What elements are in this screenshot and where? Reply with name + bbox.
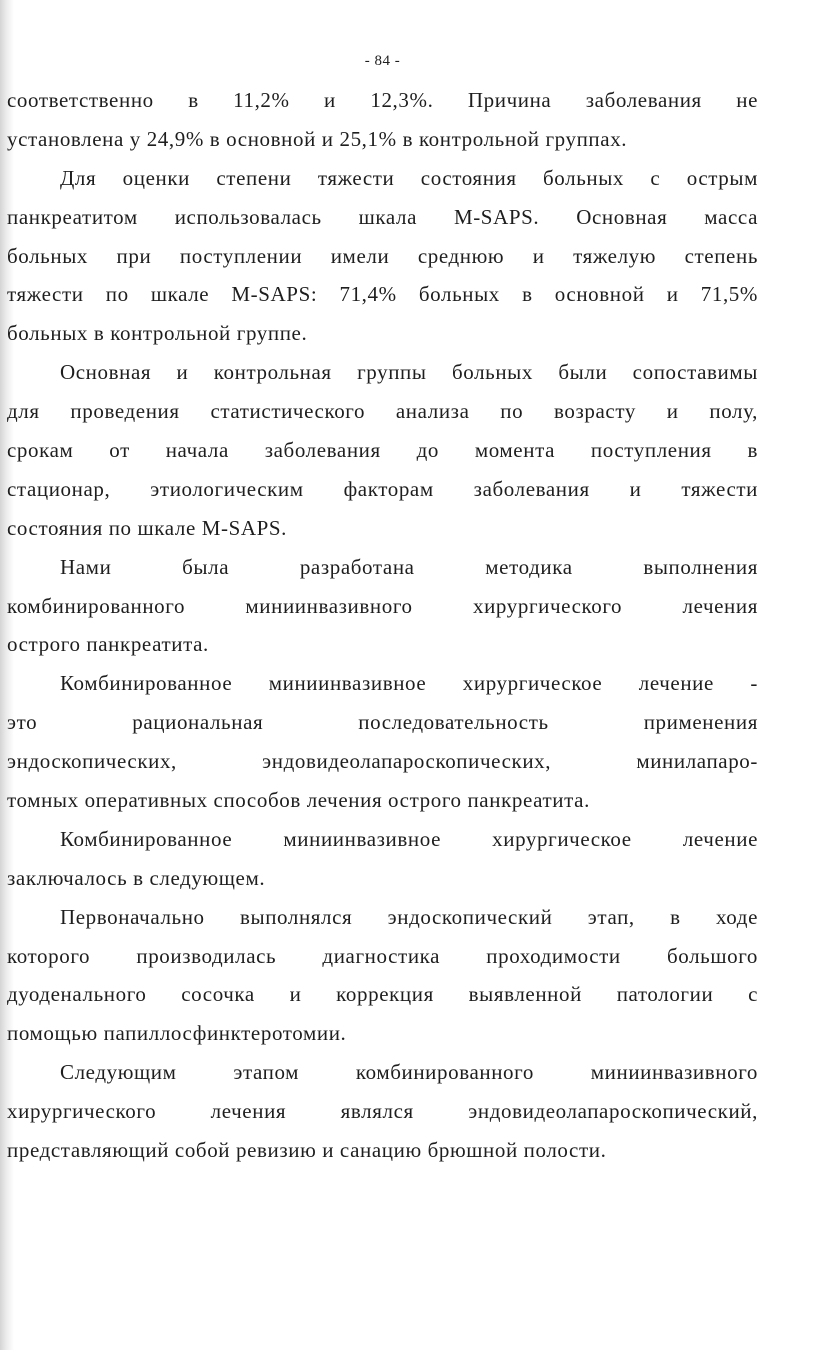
text-line: хирургического лечения являлся эндовидеолапароскопический, xyxy=(7,1099,758,1124)
text-line: Нами была разработана методика выполнения xyxy=(60,554,758,579)
text-line: это рациональная последовательность применения xyxy=(7,710,758,735)
text-line: дуоденального сосочка и коррекция выявленной патологии с xyxy=(7,982,758,1007)
text-line: заключалось в следующем. xyxy=(7,865,266,890)
text-line: Основная и контрольная группы больных были сопоставимы xyxy=(60,360,758,385)
text-line: томных оперативных способов лечения острого панкреатита. xyxy=(7,788,590,813)
text-line: представляющий собой ревизию и санацию брюшной полости. xyxy=(7,1138,607,1163)
text-line: Первоначально выполнялся эндоскопический этап, в ходе xyxy=(60,904,758,929)
text-line: Комбинированное миниинвазивное хирургическое лечение xyxy=(60,826,758,851)
text-line: Следующим этапом комбинированного миниинвазивного xyxy=(60,1060,758,1085)
text-line: больных в контрольной группе. xyxy=(7,321,308,346)
text-line: больных при поступлении имели среднюю и тяжелую степень xyxy=(7,243,758,268)
page-number: - 84 - xyxy=(364,53,401,69)
text-line: состояния по шкале M-SAPS. xyxy=(7,515,288,540)
text-line: которого производилась диагностика проходимости большого xyxy=(7,943,758,968)
text-line: установлена у 24,9% в основной и 25,1% в контрольной группах. xyxy=(7,126,628,151)
body-text xyxy=(7,81,758,1170)
text-line: комбинированного миниинвазивного хирургического лечения xyxy=(7,593,758,618)
text-line: помощью папиллосфинктеротомии. xyxy=(7,1021,347,1046)
text-line: эндоскопических, эндовидеолапароскопических, минилапаро- xyxy=(7,749,758,774)
text-line: соответственно в 11,2% и 12,3%. Причина заболевания не xyxy=(7,88,758,112)
text-line: Комбинированное миниинвазивное хирургическое лечение - xyxy=(60,671,758,696)
text-line: острого панкреатита. xyxy=(7,632,209,657)
text-line: для проведения статистического анализа по возрасту и полу, xyxy=(7,399,758,424)
text-line: стационар, этиологическим факторам заболевания и тяжести xyxy=(7,476,758,501)
text-line: Для оценки степени тяжести состояния больных с острым xyxy=(60,165,758,190)
text-line: панкреатитом использовалась шкала M-SAPS. Основная масса xyxy=(7,204,758,229)
text-line: тяжести по шкале M-SAPS: 71,4% больных в основной и 71,5% xyxy=(7,282,758,307)
text-line: срокам от начала заболевания до момента поступления в xyxy=(7,438,758,463)
